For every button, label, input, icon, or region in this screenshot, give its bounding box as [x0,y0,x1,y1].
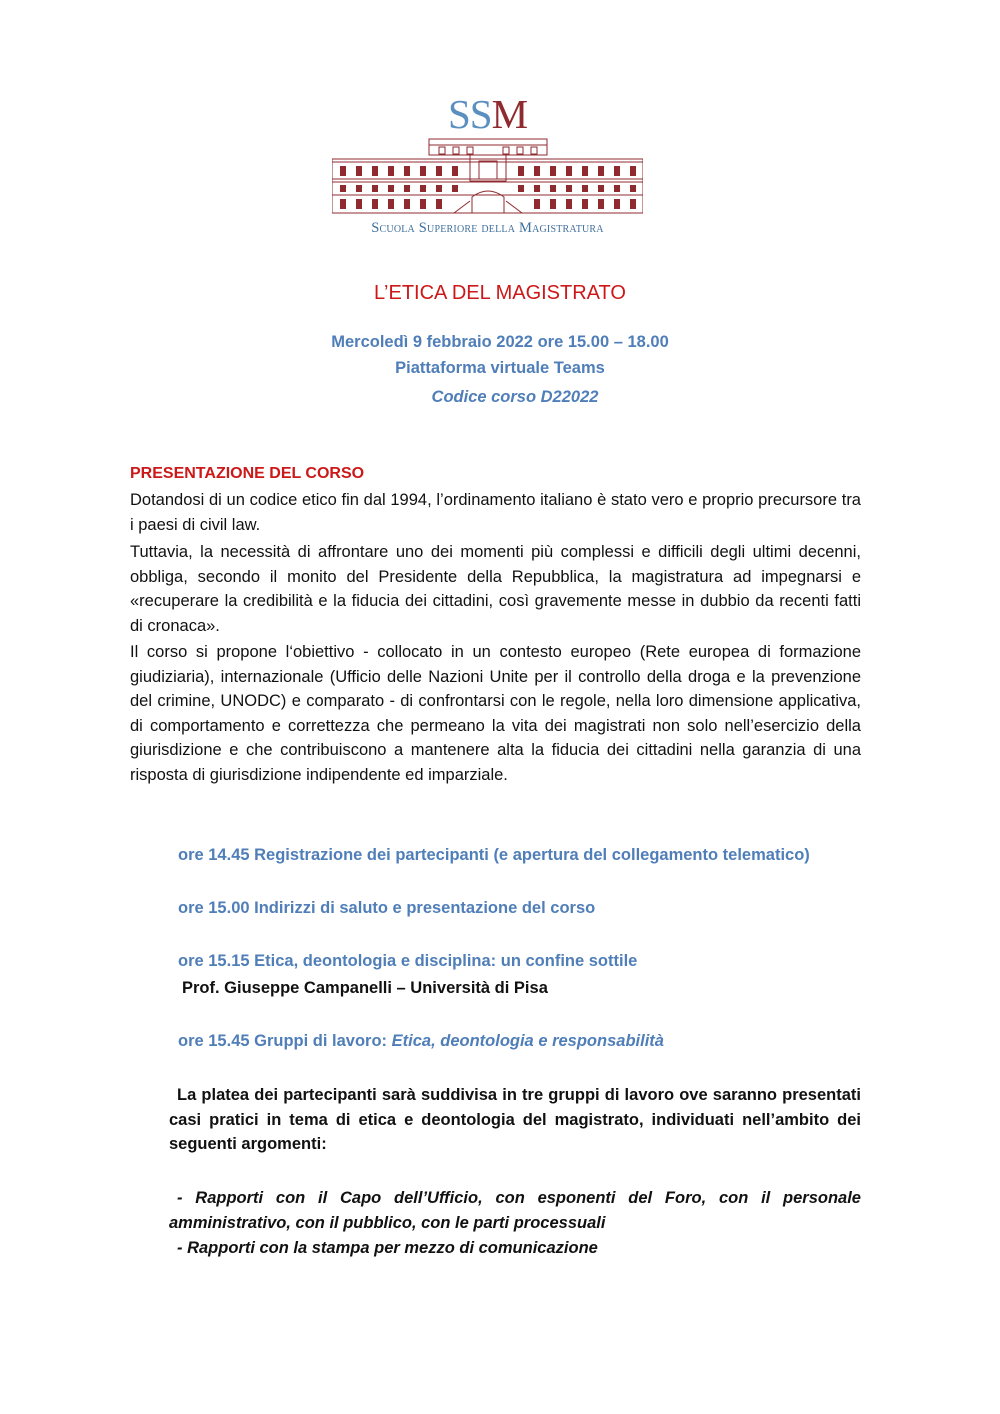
section-heading: PRESENTAZIONE DEL CORSO [130,465,365,482]
schedule-item-topic: Etica, deontologia e responsabilità [391,1032,664,1050]
groups-topic: - Rapporti con il Capo dell’Ufficio, con esponenti del Foro, con il personale amministrativo, con il pubblico, con le parti processuali [169,1189,861,1232]
logo-abbr-part2: M [491,91,528,137]
presentation-paragraph-2: Tuttavia, la necessità di affrontare uno dei momenti più complessi e difficili degli ultimi decenni, obbliga, secondo il monito del Presidente della Repubblica, la magistratura ad impegnarsi e «recuperare la credibilità e la fiducia dei cittadini, così gravemente messe in dubbio da recenti fatti di cronaca». [130,543,861,635]
speaker-name: Prof. Giuseppe Campanelli – Università di Pisa [182,979,548,997]
schedule-item-label: ore 15.45 Gruppi di lavoro: [178,1032,392,1050]
ssm-logo [330,92,645,244]
schedule-item: ore 15.15 Etica, deontologia e disciplina: un confine sottile [178,952,638,970]
event-platform: Piattaforma virtuale Teams [395,359,605,377]
schedule-item [178,1030,664,1052]
building-illustration [332,137,643,215]
presentation-paragraph-1: Dotandosi di un codice etico fin dal 1994, l’ordinamento italiano è stato vero e proprio precursore tra i paesi di civil law. [130,491,861,534]
logo-abbreviation [330,92,645,136]
groups-topic: - Rapporti con la stampa per mezzo di comunicazione [177,1239,598,1257]
logo-abbr-part1: SS [447,91,492,137]
schedule-item: ore 15.00 Indirizzi di saluto e presentazione del corso [178,899,596,917]
schedule-item: ore 14.45 Registrazione dei partecipanti (e apertura del collegamento telematico) [178,846,810,864]
institution-name: Scuola Superiore della Magistratura [371,220,604,236]
presentation-paragraph-3: Il corso si propone l‘obiettivo - collocato in un contesto europeo (Rete europea di formazione giudiziaria), internazionale (Ufficio delle Nazioni Unite per il controllo della droga e la prevenzione del crimine, UNODC) e comparato - di confrontarsi con le regole, nella loro dimensione applicativa, di comportamento e correttezza che permeano la vita dei magistrati non solo nell’esercizio della giurisdizione e che contribuiscono a mantenere alta la fiducia dei cittadini nella garanzia di una risposta di giurisdizione indipendente ed imparziale. [130,643,861,784]
event-date-time: Mercoledì 9 febbraio 2022 ore 15.00 – 18.00 [331,333,669,351]
document-title: L’ETICA DEL MAGISTRATO [374,282,626,304]
course-code: Codice corso D22022 [431,388,599,406]
groups-intro: La platea dei partecipanti sarà suddivisa in tre gruppi di lavoro ove saranno presentati casi pratici in tema di etica e deontologia del magistrato, individuati nell’ambito dei seguenti argomenti: [169,1086,861,1154]
